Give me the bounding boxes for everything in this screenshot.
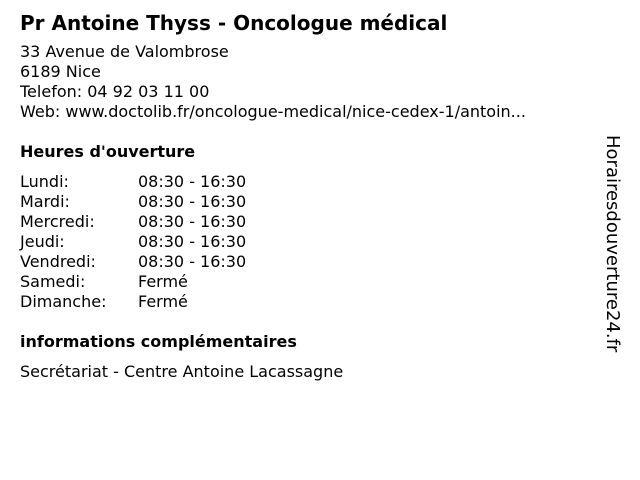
- table-row: [20, 172, 246, 192]
- table-row: [20, 192, 246, 212]
- day-label: Jeudi:: [20, 232, 65, 251]
- table-row: [20, 292, 246, 312]
- day-label: Mardi:: [20, 192, 70, 211]
- opening-hours-heading: Heures d'ouverture: [20, 142, 196, 161]
- day-label: Lundi:: [20, 172, 69, 191]
- day-hours: 08:30 - 16:30: [138, 212, 247, 231]
- site-watermark: Horairesdouverture24.fr: [602, 135, 623, 353]
- day-label: Samedi:: [20, 272, 86, 291]
- additional-info-heading: informations complémentaires: [20, 332, 297, 351]
- day-hours: Fermé: [138, 272, 188, 291]
- day-hours: 08:30 - 16:30: [138, 232, 247, 251]
- table-row: [20, 272, 246, 292]
- city-address: 6189 Nice: [20, 62, 101, 81]
- day-hours: 08:30 - 16:30: [138, 252, 247, 271]
- day-hours: 08:30 - 16:30: [138, 192, 247, 211]
- phone-number: Telefon: 04 92 03 11 00: [20, 82, 210, 101]
- opening-hours-table: [20, 172, 246, 312]
- practitioner-card: [20, 9, 600, 382]
- table-row: [20, 212, 246, 232]
- table-row: [20, 252, 246, 272]
- page-title: Pr Antoine Thyss - Oncologue médical: [20, 11, 448, 35]
- street-address: 33 Avenue de Valombrose: [20, 42, 229, 61]
- table-row: [20, 232, 246, 252]
- contact-block: [20, 42, 600, 122]
- day-label: Vendredi:: [20, 252, 96, 271]
- day-label: Mercredi:: [20, 212, 95, 231]
- additional-info-text: Secrétariat - Centre Antoine Lacassagne: [20, 362, 344, 381]
- day-label: Dimanche:: [20, 292, 107, 311]
- day-hours: Fermé: [138, 292, 188, 311]
- day-hours: 08:30 - 16:30: [138, 172, 247, 191]
- website-link[interactable]: Web: www.doctolib.fr/oncologue-medical/nice-cedex-1/antoin...: [20, 102, 526, 121]
